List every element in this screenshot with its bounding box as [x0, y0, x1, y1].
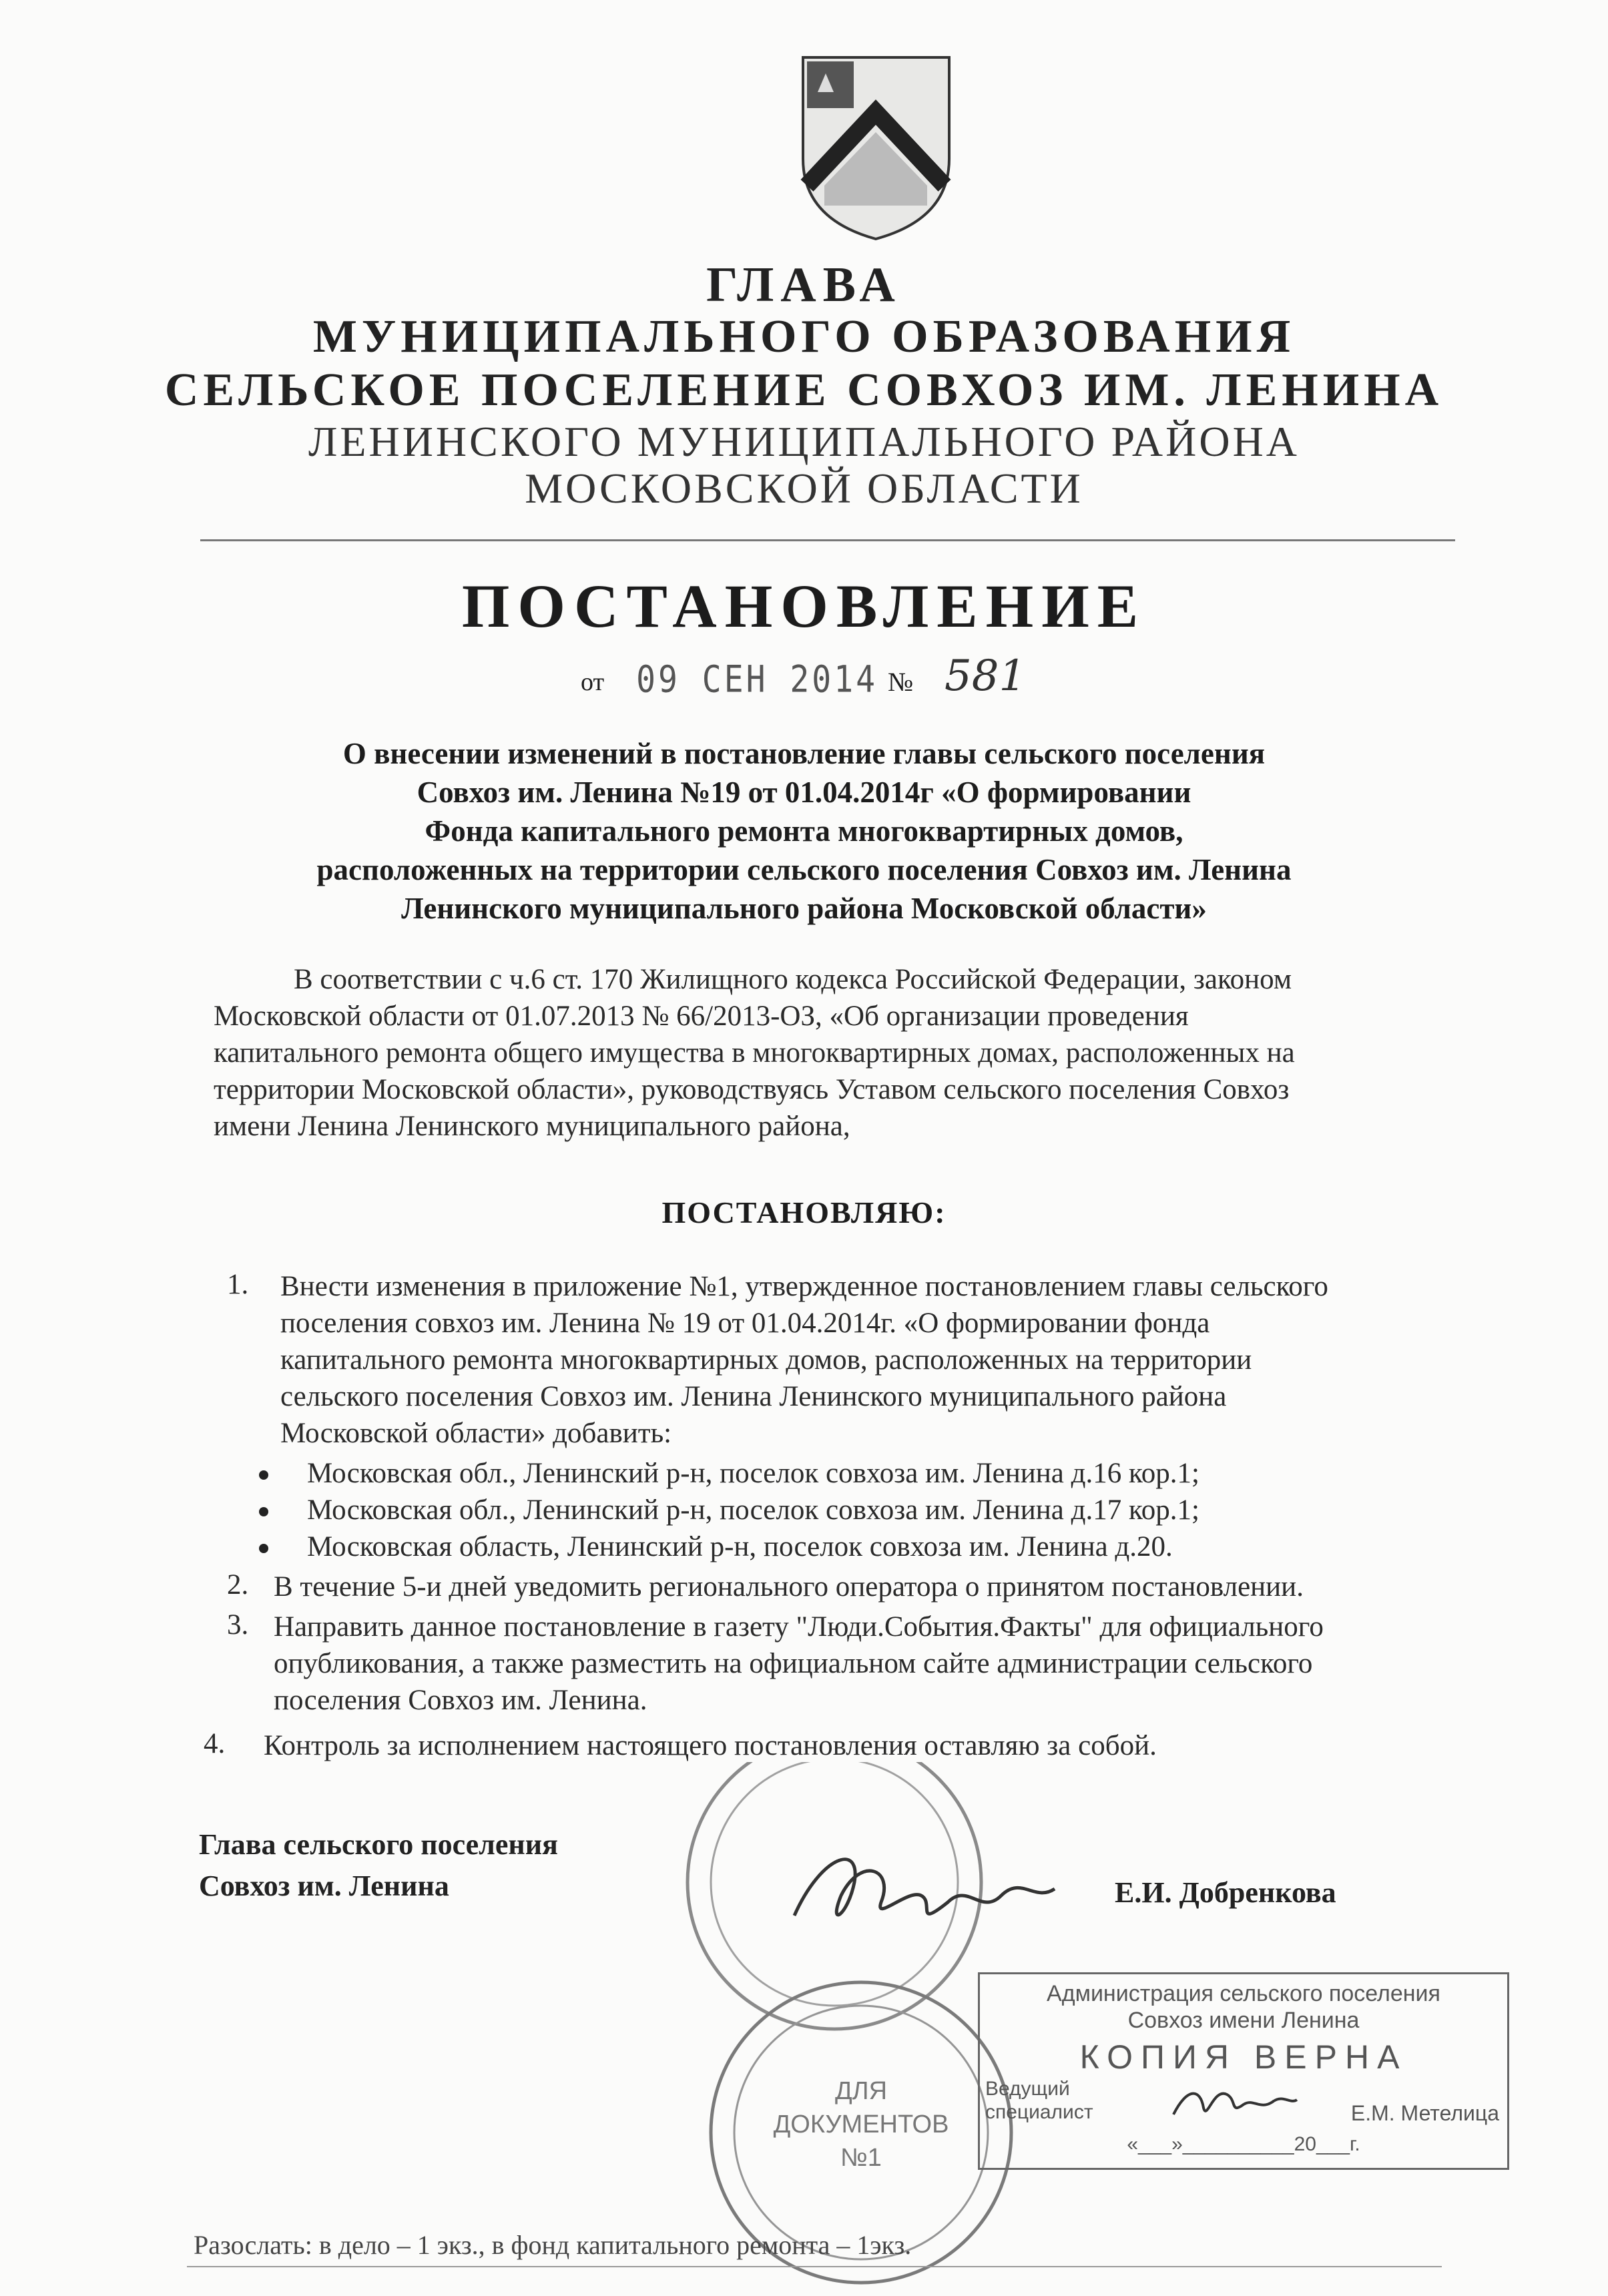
item-3-line: опубликования, а также разместить на официальном сайте администрации сельского: [274, 1648, 1313, 1679]
seal-text-line-3: №1: [840, 2144, 882, 2172]
item-1-line: поселения совхоз им. Ленина № 19 от 01.04.2014г. «О формировании фонда: [280, 1308, 1210, 1339]
item-1-line: Внести изменения в приложение №1, утвержденное постановлением главы сельского: [280, 1271, 1328, 1302]
stamp-certifier-name: Е.М. Метелица: [1350, 2101, 1499, 2125]
subject-line: расположенных на территории сельского поселения Совхоз им. Ленина: [316, 853, 1292, 886]
document-number: 581: [945, 651, 1027, 701]
footer-divider: [187, 2266, 1442, 2267]
date-number-line: [581, 651, 1027, 701]
bullet-marker: [259, 1544, 268, 1553]
item-3-line: Направить данное постановление в газету "Люди.События.Факты" для официального: [274, 1611, 1324, 1643]
stamp-org-line-1: Администрация сельского поселения: [1047, 1981, 1440, 2006]
stamp-date-line: «___»__________20___г.: [1127, 2133, 1360, 2155]
item-number: 4.: [204, 1728, 226, 1759]
document-title: ПОСТАНОВЛЕНИЕ: [461, 572, 1147, 640]
item-1-line: Московской области» добавить:: [280, 1418, 672, 1449]
header-line-1: ГЛАВА: [706, 258, 902, 312]
header-line-2: МУНИЦИПАЛЬНОГО ОБРАЗОВАНИЯ: [312, 311, 1296, 362]
subject-line: О внесении изменений в постановление главы сельского поселения: [342, 737, 1266, 770]
address-item: Московская обл., Ленинский р-н, поселок совхоза им. Ленина д.16 кор.1;: [307, 1458, 1199, 1489]
header-line-5: МОСКОВСКОЙ ОБЛАСТИ: [525, 465, 1083, 512]
distribution-note: Разослать: в дело – 1 экз., в фонд капитального ремонта – 1экз.: [194, 2230, 912, 2260]
preamble-line: Московской области от 01.07.2013 № 66/2013-ОЗ, «Об организации проведения: [214, 1000, 1189, 1032]
subject-line: Фонда капитального ремонта многоквартирных домов,: [425, 814, 1183, 848]
item-number: 1.: [227, 1269, 249, 1300]
signer-name: Е.И. Добренкова: [1115, 1876, 1336, 1909]
subject-line: Ленинского муниципального района Московской области»: [401, 892, 1207, 925]
item-number: 2.: [227, 1569, 249, 1601]
handwritten-signature: [781, 1829, 1061, 1942]
seal-text-line-2: ДОКУМЕНТОВ: [773, 2110, 949, 2138]
item-4-text: Контроль за исполнением настоящего постановления оставляю за собой.: [264, 1730, 1157, 1761]
certified-copy-stamp: [978, 1972, 1509, 2170]
signer-position-line-2: Совхоз им. Ленина: [199, 1870, 449, 1902]
stamp-org-line-2: Совхоз имени Ленина: [1127, 2008, 1360, 2033]
copy-signature: [1167, 2074, 1300, 2128]
signer-position-line-1: Глава сельского поселения: [199, 1828, 558, 1861]
bullet-marker: [259, 1507, 268, 1516]
seal-text-line-1: ДЛЯ: [834, 2077, 888, 2105]
subject-line: Совхоз им. Ленина №19 от 01.04.2014г «О формировании: [417, 776, 1191, 809]
header-line-4: ЛЕНИНСКОГО МУНИЦИПАЛЬНОГО РАЙОНА: [308, 418, 1300, 465]
date-label: от: [581, 668, 605, 696]
stamp-position-line-1: Ведущий: [985, 2078, 1070, 2100]
item-1-line: сельского поселения Совхоз им. Ленина Ленинского муниципального района: [280, 1381, 1227, 1412]
item-2-text: В течение 5-и дней уведомить регионального оператора о принятом постановлении.: [274, 1571, 1304, 1603]
preamble-line: имени Ленина Ленинского муниципального района,: [214, 1111, 850, 1142]
preamble-line: территории Московской области», руководствуясь Уставом сельского поселения Совхоз: [214, 1074, 1290, 1105]
item-3-line: поселения Совхоз им. Ленина.: [274, 1685, 647, 1716]
item-1-line: капитального ремонта многоквартирных домов, расположенных на территории: [280, 1344, 1252, 1376]
item-number: 3.: [227, 1609, 249, 1641]
header-line-3: СЕЛЬСКОЕ ПОСЕЛЕНИЕ СОВХОЗ ИМ. ЛЕНИНА: [164, 364, 1444, 416]
decree-word: ПОСТАНОВЛЯЮ:: [661, 1195, 947, 1229]
stamp-copy-correct: КОПИЯ ВЕРНА: [1079, 2038, 1408, 2076]
number-label: №: [888, 667, 914, 697]
preamble-line: В соответствии с ч.6 ст. 170 Жилищного кодекса Российской Федерации, законом: [294, 964, 1292, 995]
stamp-position-line-2: специалист: [985, 2101, 1093, 2123]
coat-of-arms-emblem: [798, 52, 955, 242]
bullet-marker: [259, 1470, 268, 1480]
header-divider: [200, 539, 1455, 541]
address-item: Московская область, Ленинский р-н, поселок совхоза им. Ленина д.20.: [307, 1531, 1173, 1562]
date-stamp: 09 СЕН 2014: [636, 657, 878, 701]
address-item: Московская обл., Ленинский р-н, поселок совхоза им. Ленина д.17 кор.1;: [307, 1494, 1199, 1526]
preamble-line: капитального ремонта общего имущества в многоквартирных домах, расположенных на: [214, 1037, 1295, 1069]
